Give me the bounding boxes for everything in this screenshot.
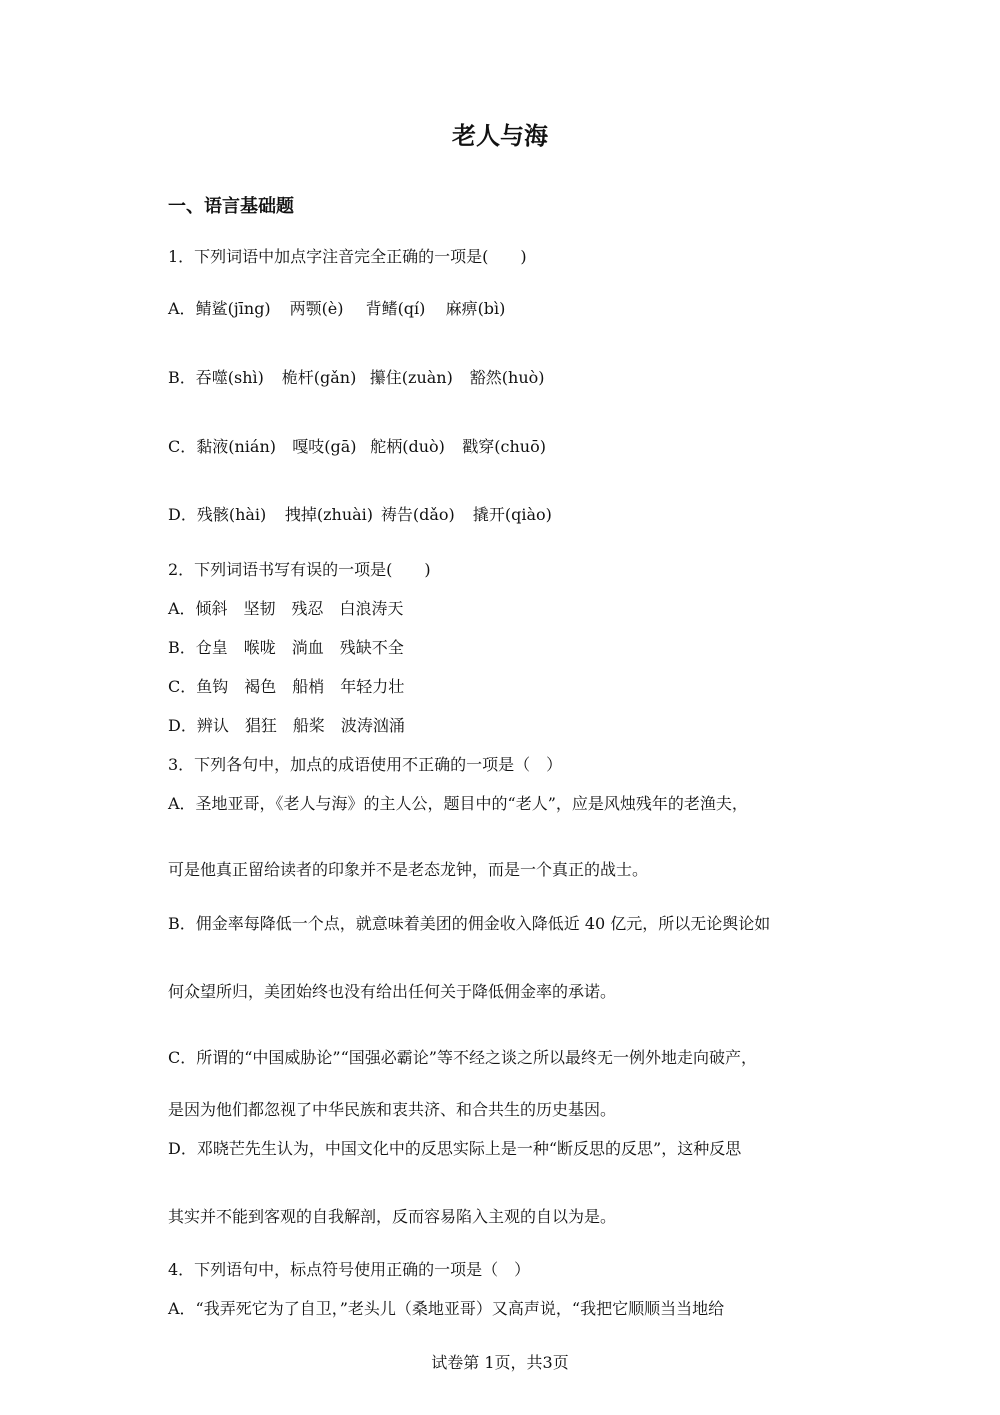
option-label: A． [168, 299, 196, 318]
page-title: 老人与海 [452, 121, 548, 150]
option-item: 麻痹(bì) [445, 299, 506, 318]
q3-option-c-line1: C．所谓的“中国威胁论”“国强必霸论”等不经之谈之所以最终无一例外地走向破产， [168, 1048, 757, 1067]
q2-option-d: D．辨认 猖狂 船桨 波涛汹涌 [168, 716, 405, 735]
question-1-stem: 1．下列词语中加点字注音完全正确的一项是( ) [168, 247, 527, 266]
q3-option-a-line1: A．圣地亚哥，《老人与海》的主人公，题目中的“老人”，应是风烛残年的老渔夫， [168, 794, 748, 813]
q3-option-d-line2: 其实并不能到客观的自我解剖，反而容易陷入主观的自以为是。 [168, 1207, 617, 1226]
option-label: B． [168, 368, 196, 387]
option-item: 两颚(è) [289, 299, 344, 318]
option-item: 桅杆(gǎn) [281, 368, 357, 387]
q2-option-c: C．鱼钩 褐色 船梢 年轻力壮 [168, 677, 405, 696]
page-footer: 试卷第 1页，共3页 [431, 1353, 569, 1372]
section-heading: 一、语言基础题 [168, 196, 294, 217]
option-item: 撬开(qiào) [472, 505, 552, 524]
option-item: 嘎吱(gā) [292, 437, 357, 456]
q2-option-a: A．倾斜 坚韧 残忍 白浪涛天 [168, 599, 404, 618]
option-item: 鲭鲨(jīng) [195, 299, 271, 318]
q1-option-a [168, 298, 505, 320]
question-2-stem: 2．下列词语书写有误的一项是( ) [168, 560, 431, 579]
option-label: C． [168, 437, 197, 456]
question-4-stem: 4．下列语句中，标点符号使用正确的一项是（ ） [168, 1260, 531, 1279]
q1-option-b [168, 367, 545, 389]
q3-option-b-line2: 何众望所归，美团始终也没有给出任何关于降低佣金率的承诺。 [168, 982, 617, 1001]
q4-option-a-line1: A．“我弄死它为了自卫，”老头儿（桑地亚哥）又高声说，“我把它顺顺当当地给 [168, 1299, 725, 1318]
option-item: 舵柄(duò) [370, 437, 445, 456]
q3-option-a-line2: 可是他真正留给读者的印象并不是老态龙钟，而是一个真正的战士。 [168, 860, 649, 879]
option-item: 攥住(zuàn) [369, 368, 453, 387]
option-item: 祷告(dǎo) [380, 505, 455, 524]
q2-option-b: B．仓皇 喉咙 淌血 残缺不全 [168, 638, 404, 657]
question-3-stem: 3．下列各句中，加点的成语使用不正确的一项是（ ） [168, 755, 563, 774]
option-item: 吞噬(shì) [195, 368, 264, 387]
option-item: 背鳍(qí) [365, 299, 426, 318]
q3-option-b-line1: B．佣金率每降低一个点，就意味着美团的佣金收入降低近 40 亿元，所以无论舆论如 [168, 914, 771, 933]
option-item: 豁然(huò) [469, 368, 545, 387]
q1-option-c [168, 436, 546, 458]
option-label: D． [168, 505, 197, 524]
q3-option-d-line1: D．邓晓芒先生认为，中国文化中的反思实际上是一种“断反思的反思”，这种反思 [168, 1139, 742, 1158]
option-item: 戳穿(chuō) [462, 437, 546, 456]
option-item: 拽掉(zhuài) [284, 505, 374, 524]
option-item: 残骸(hài) [196, 505, 267, 524]
q3-option-c-line2: 是因为他们都忽视了中华民族和衷共济、和合共生的历史基因。 [168, 1100, 617, 1119]
option-item: 黏液(nián) [196, 437, 277, 456]
q1-option-d [168, 504, 552, 526]
